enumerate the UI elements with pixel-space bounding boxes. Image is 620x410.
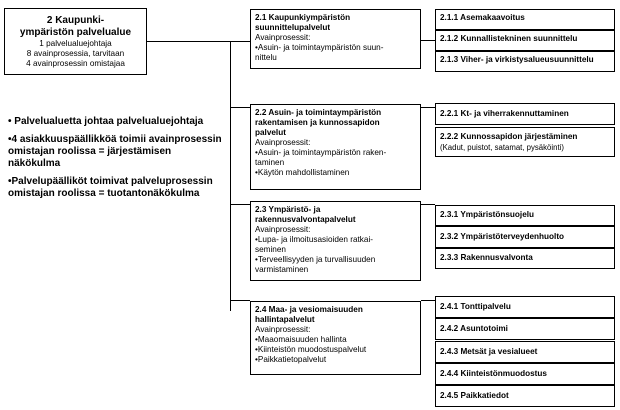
sub-box-2-4-2 [435, 318, 615, 340]
service-box-2-2 [250, 104, 421, 190]
service-line: •Terveellisyyden ja turvallisuuden varmistaminen [255, 255, 376, 274]
connector-service-1-to-subs [421, 40, 435, 41]
service-title: 2.3 Ympäristö- ja rakennusvalvontapalvelut [255, 205, 356, 224]
main-service-area-box [4, 8, 147, 75]
sub-label: 2.1.3 Viher- ja virkistysalueusuunnittelu [440, 55, 594, 64]
connector-spine-to-service-3 [230, 204, 250, 205]
note-3: •Palvelupäälliköt toimivat palveluprosessin omistajan roolissa = tuotantonäkökulma [8, 176, 213, 199]
sub-label: 2.3.3 Rakennusvalvonta [440, 253, 533, 262]
sub-label: 2.2.2 Kunnossapidon järjestäminen [440, 132, 578, 141]
note-2: •4 asiakkuuspäällikköä toimii avainprosessin omistajan roolissa = järjestämisen näkökulma [8, 134, 222, 169]
service-title: 2.4 Maa- ja vesiomaisuuden hallintapalvelut [255, 305, 363, 324]
main-line-3: 4 avainprosessin omistajaa [26, 59, 125, 68]
sub-box-2-4-3 [435, 341, 615, 363]
role-notes [8, 116, 223, 206]
sub-box-2-3-3 [435, 248, 615, 269]
connector-service-3-to-subs [421, 204, 435, 205]
sub-label: 2.2.1 Kt- ja viherrakennuttaminen [440, 109, 569, 118]
service-box-2-1 [250, 9, 421, 69]
service-line: Avainprosessit: [255, 33, 311, 42]
service-line: •Käytön mahdollistaminen [255, 168, 350, 177]
main-title: 2 Kaupunki- ympäristön palvelualue [19, 15, 132, 38]
sub-box-2-1-1 [435, 9, 615, 30]
sub-box-2-1-2 [435, 30, 615, 51]
connector-service-4-to-subs [421, 300, 435, 301]
sub-label: 2.4.1 Tonttipalvelu [440, 302, 511, 311]
sub-label: 2.4.2 Asuntotoimi [440, 324, 508, 333]
service-line: •Lupa- ja ilmoitusasioiden ratkai- seminen [255, 235, 374, 254]
connector-service-2-to-subs [421, 107, 435, 108]
sub-box-2-1-3 [435, 51, 615, 72]
service-title: 2.2 Asuin- ja toimintaympäristön rakentamisen ja kunnossapidon palvelut [255, 108, 382, 137]
service-line: Avainprosessit: [255, 325, 311, 334]
service-line: •Asuin- ja toimintaympäristön raken- taminen [255, 148, 387, 167]
service-line: •Maaomaisuuden hallinta [255, 335, 347, 344]
sub-label: 2.4.3 Metsät ja vesialueet [440, 347, 538, 356]
service-line: •Kiinteistön muodostuspalvelut [255, 345, 367, 354]
sub-label: 2.3.1 Ympäristönsuojelu [440, 210, 535, 219]
service-box-2-3 [250, 201, 421, 281]
service-line: Avainprosessit: [255, 225, 311, 234]
service-line: •Asuin- ja toimintaympäristön suun- nittelu [255, 43, 384, 62]
vertical-spine [230, 41, 231, 311]
sub-box-2-2-2 [435, 127, 615, 157]
note-1: • Palvelualuetta johtaa palvelualuejohtaja [8, 116, 204, 127]
sub-box-2-4-4 [435, 363, 615, 385]
sub-box-2-2-1 [435, 103, 615, 125]
sub-box-2-4-1 [435, 296, 615, 318]
sub-label: 2.1.1 Asemakaavoitus [440, 13, 525, 22]
connector-main-to-service-1 [147, 41, 250, 42]
sub-note: (Kadut, puistot, satamat, pysäköinti) [440, 143, 564, 152]
main-line-1: 1 palvelualuejohtaja [39, 39, 112, 48]
connector-spine-to-service-4 [230, 300, 250, 301]
service-box-2-4 [250, 301, 421, 375]
sub-label: 2.4.4 Kiinteistönmuodostus [440, 369, 547, 378]
connector-spine-to-service-2 [230, 107, 250, 108]
sub-box-2-4-5 [435, 385, 615, 407]
service-line: Avainprosessit: [255, 138, 311, 147]
sub-box-2-3-1 [435, 205, 615, 226]
sub-label: 2.4.5 Paikkatiedot [440, 391, 509, 400]
main-line-2: 8 avainprosessia, tarvitaan [26, 49, 125, 58]
service-title: 2.1 Kaupunkiympäristön suunnittelupalvelut [255, 13, 351, 32]
sub-box-2-3-2 [435, 226, 615, 248]
sub-label: 2.1.2 Kunnallistekninen suunnittelu [440, 34, 578, 43]
sub-label: 2.3.2 Ympäristöterveydenhuolto [440, 232, 565, 241]
service-line: •Paikkatietopalvelut [255, 355, 327, 364]
